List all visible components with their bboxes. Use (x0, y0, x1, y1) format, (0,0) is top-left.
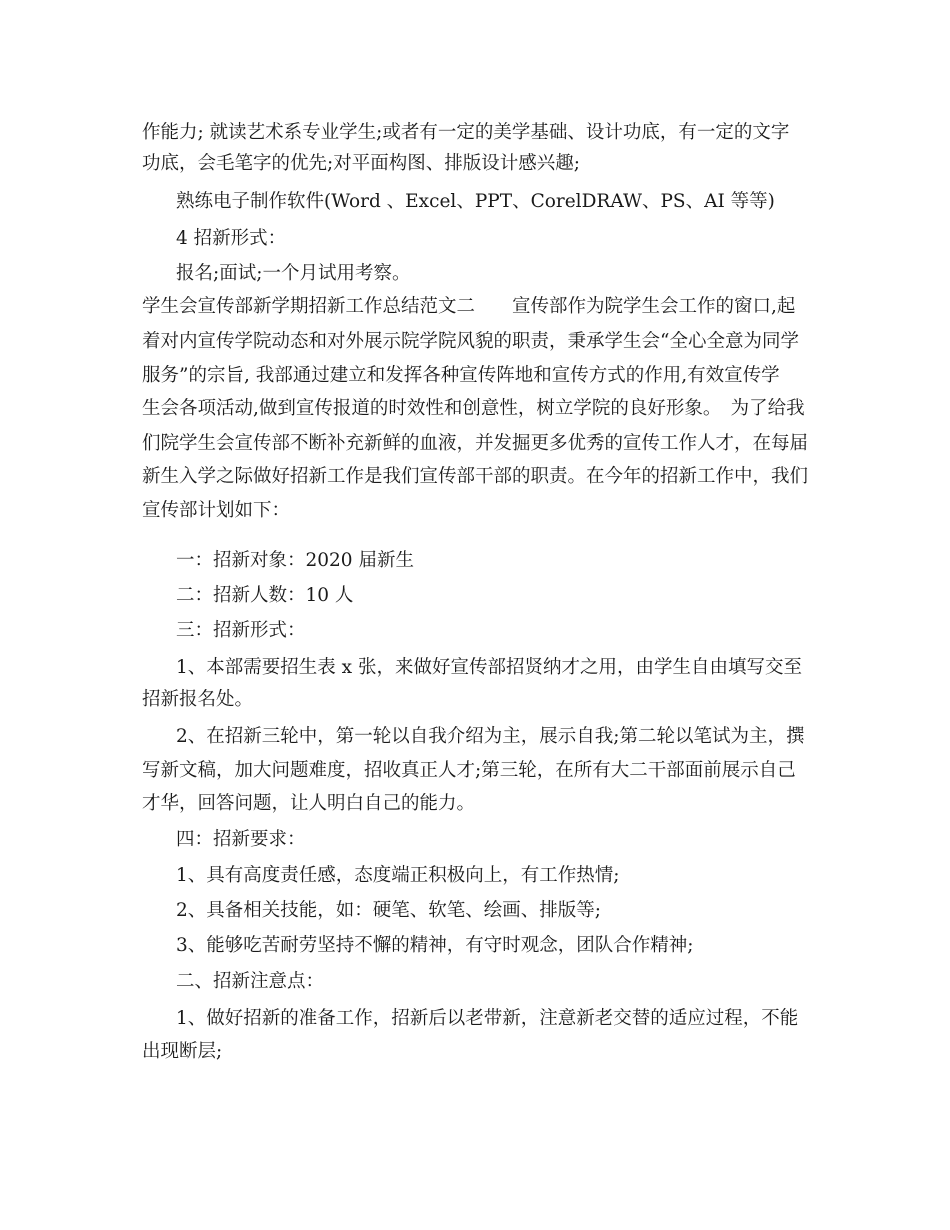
text-line: 报名;面试;一个月试用考察。 (176, 263, 411, 284)
text-line: 招新报名处。 (142, 689, 254, 710)
text-line: 二：招新人数：10 人 (176, 585, 354, 606)
text-line: 4 招新形式： (176, 228, 287, 249)
text-line: 写新文稿，加大问题难度，招收真正人才;第三轮，在所有大二干部面前展示自己 (142, 760, 796, 781)
text-line: 一：招新对象：2020 届新生 (176, 550, 414, 571)
text-line: 四：招新要求： (176, 829, 306, 850)
text-line: 三：招新形式： (176, 620, 306, 641)
text-line: 们院学生会宣传部不断补充新鲜的血液，并发掘更多优秀的宣传工作人才，在每届 (142, 433, 809, 454)
text-line: 熟练电子制作软件(Word 、Excel、PPT、CorelDRAW、PS、AI 等等) (176, 191, 775, 212)
text-line: 功底，会毛笔字的优先;对平面构图、排版设计感兴趣; (142, 153, 580, 174)
text-line: 生会各项活动,做到宣传报道的时效性和创意性，树立学院的良好形象。 为了给我 (142, 398, 805, 419)
text-line: 才华，回答问题，让人明白自己的能力。 (142, 793, 476, 814)
text-line: 作能力; 就读艺术系专业学生;或者有一定的美学基础、设计功底，有一定的文字 (142, 122, 790, 143)
text-line: 3、能够吃苦耐劳坚持不懈的精神，有守时观念，团队合作精神; (176, 935, 694, 956)
text-line: 1、具有高度责任感，态度端正积极向上，有工作热情; (176, 865, 620, 886)
text-line: 宣传部计划如下： (142, 500, 291, 521)
text-line: 1、本部需要招生表 x 张，来做好宣传部招贤纳才之用，由学生自由填写交至 (176, 657, 802, 678)
text-line: 二、招新注意点： (176, 971, 325, 992)
text-line: 2、在招新三轮中，第一轮以自我介绍为主，展示自我;第二轮以笔试为主，撰 (176, 726, 805, 747)
text-line: 2、具备相关技能，如：硬笔、软笔、绘画、排版等; (176, 900, 602, 921)
text-line: 1、做好招新的准备工作，招新后以老带新，注意新老交替的适应过程，不能 (176, 1008, 799, 1029)
text-line: 学生会宣传部新学期招新工作总结范文二 宣传部作为院学生会工作的窗口,起 (142, 296, 796, 317)
text-line: 着对内宣传学院动态和对外展示院学院风貌的职责，秉承学生会“全心全意为同学 (142, 331, 799, 352)
text-line: 服务”的宗旨, 我部通过建立和发挥各种宣传阵地和宣传方式的作用,有效宣传学 (142, 365, 780, 386)
text-line: 出现断层; (142, 1041, 223, 1062)
text-line: 新生入学之际做好招新工作是我们宣传部干部的职责。在今年的招新工作中，我们 (142, 466, 809, 487)
